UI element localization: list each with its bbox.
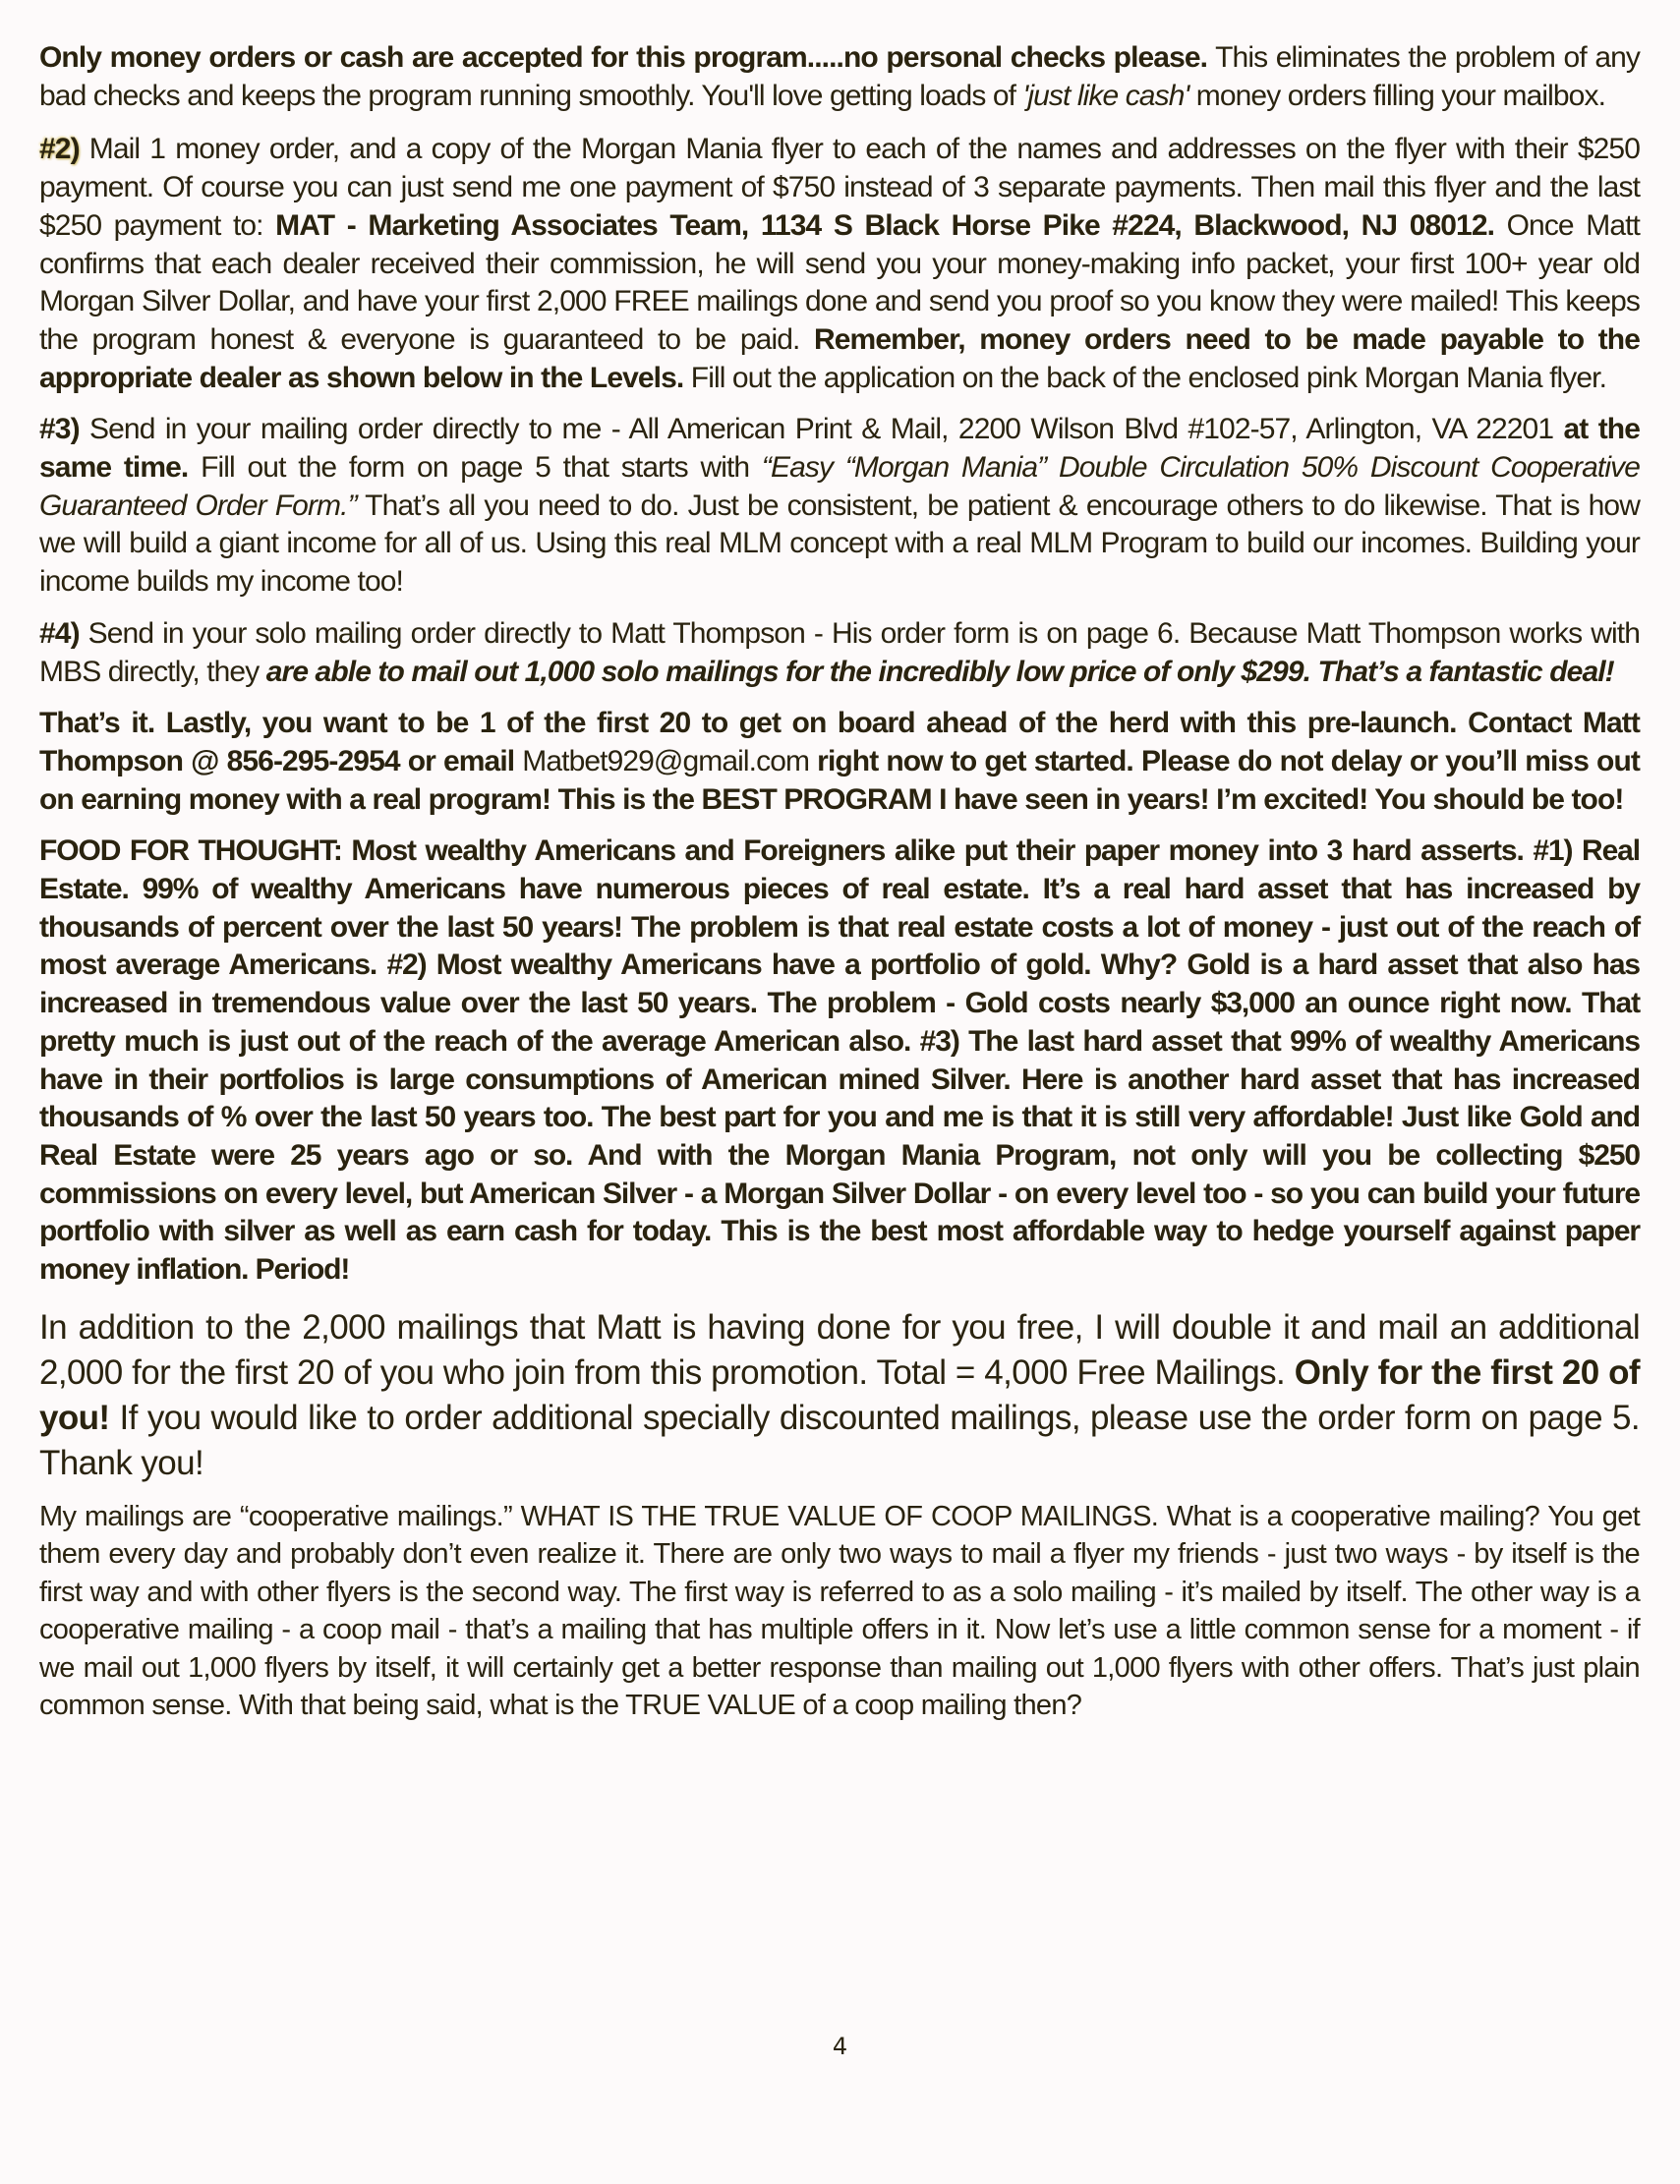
bonus-text: In addition to the 2,000 mailings that Matt is having done for you free, I will double it and mail an additional 2,000 for the first 20 of you who join from this promotion. Total = 4,000 Free Mailings. bbox=[39, 1307, 1640, 1392]
solo-mailing-offer: are able to mail out 1,000 solo mailings for the incredibly low price of only $299. That’s a fantastic deal! bbox=[265, 655, 1614, 688]
paragraph-step-3 bbox=[39, 411, 1640, 602]
page-number: 4 bbox=[832, 2033, 848, 2060]
step-3-label: #3) bbox=[39, 413, 80, 446]
step-2-text: Mail 1 money order, and a copy of the Morgan Mania flyer to each of the names and addresses on the flyer with their $250 payment. Of course you can just send me one payment of $750 instead of 3 separate payments. Then mail this flyer and the last $250 payment to: bbox=[39, 133, 1640, 242]
payment-policy-heading: Only money orders or cash are accepted for this program.....no personal checks please. bbox=[39, 41, 1208, 74]
paragraph-payment-policy bbox=[39, 39, 1640, 115]
paragraph-call-to-action bbox=[39, 705, 1640, 819]
paragraph-food-for-thought bbox=[39, 833, 1640, 1289]
step-2-label: #2) bbox=[39, 133, 80, 166]
mat-address: MAT - Marketing Associates Team, 1134 S Black Horse Pike #224, Blackwood, NJ 08012. bbox=[275, 208, 1495, 242]
document-page bbox=[39, 39, 1640, 1725]
call-to-action-text: That’s it. Lastly, you want to be 1 of the first 20 to get on board ahead of the herd with this pre-launch. Contact Matt Thompson @ 856-295-2954 or email bbox=[39, 707, 1640, 777]
step-2-text-end: Fill out the application on the back of the enclosed pink Morgan Mania flyer. bbox=[683, 361, 1607, 394]
step-4-text: Send in your solo mailing order directly to Matt Thompson - His order form is on page 6. Because Matt Thompson works with MBS directly, they bbox=[39, 616, 1640, 688]
step-2-text-continued: Once Matt confirms that each dealer received their commission, he will send you your money-making info packet, your first 100+ year old Morgan Silver Dollar, and have your first 2,000 FREE mailings done and send you proof so you know they were mailed! This keeps the program honest & everyone is guaranteed to be paid. bbox=[39, 208, 1640, 356]
call-to-action-text-end: right now to get started. Please do not delay or you’ll miss out on earning money with a real program! This is the BEST PROGRAM I have seen in years! I’m excited! You should be too! bbox=[39, 744, 1640, 816]
order-form-title: “Easy “Morgan Mania” Double Circulation 50% Discount Cooperative Guaranteed Order Form.” bbox=[39, 451, 1640, 522]
same-time-emphasis: at the same time. bbox=[39, 413, 1640, 485]
payment-policy-text-end: money orders filling your mailbox. bbox=[1188, 79, 1605, 112]
first-20-emphasis: Only for the first 20 of you! bbox=[39, 1352, 1640, 1437]
bonus-text-end: If you would like to order additional specially discounted mailings, please use the order form on page 5. Thank you! bbox=[39, 1398, 1640, 1482]
step-4-label: #4) bbox=[39, 616, 80, 650]
just-like-cash-phrase: 'just like cash' bbox=[1022, 79, 1189, 112]
paragraph-step-2 bbox=[39, 131, 1640, 397]
money-order-reminder: Remember, money orders need to be made payable to the appropriate dealer as shown below in the Levels. bbox=[39, 322, 1640, 394]
contact-email: Matbet929@gmail.com bbox=[522, 744, 810, 777]
paragraph-step-4 bbox=[39, 615, 1640, 691]
payment-policy-text: This eliminates the problem of any bad checks and keeps the program running smoothly. You'll love getting loads of bbox=[39, 41, 1640, 112]
step-3-text-end: That’s all you need to do. Just be consistent, be patient & encourage others to do likewise. That is how we will build a giant income for all of us. Using this real MLM concept with a real MLM Program to build our incomes. Building your income builds my income too! bbox=[39, 489, 1640, 599]
step-3-text-continued: Fill out the form on page 5 that starts with bbox=[188, 451, 762, 485]
paragraph-coop-mailings bbox=[39, 1498, 1640, 1725]
food-for-thought-text: FOOD FOR THOUGHT: Most wealthy Americans and Foreigners alike put their paper money into 3 hard asserts. #1) Real Estate. 99% of wealthy Americans have numerous pieces of real estate. It’s a real hard asset that has increased by thousands of percent over the last 50 years! The problem is that real estate costs a lot of money - just out of the reach of most average Americans. #2) Most wealthy Americans have a portfolio of gold. Why? Gold is a hard asset that also has increased in tremendous value over the last 50 years. The problem - Gold costs nearly $3,000 an ounce right now. That pretty much is just out of the reach of the average American also. #3) The last hard asset that 99% of wealthy Americans have in their portfolios is large consumptions of American mined Silver. Here is another hard asset that has increased thousands of % over the last 50 years too. The best part for you and me is that it is still very affordable! Just like Gold and Real Estate were 25 years ago or so. And with the Morgan Mania Program, not only will you be collecting $250 commissions on every level, but American Silver - a Morgan Silver Dollar - on every level too - so you can build your future portfolio with silver as well as earn cash for today. This is the best most affordable way to hedge yourself against paper money inflation. Period! bbox=[39, 834, 1640, 1287]
step-3-text: Send in your mailing order directly to me - All American Print & Mail, 2200 Wilson Blvd #102-57, Arlington, VA 22201 bbox=[79, 413, 1564, 446]
paragraph-free-mailings-bonus bbox=[39, 1305, 1640, 1486]
coop-mailings-text: My mailings are “cooperative mailings.” WHAT IS THE TRUE VALUE OF COOP MAILINGS. What is a cooperative mailing? You get them every day and probably don’t even realize it. There are only two ways to mail a flyer my friends - just two ways - by itself is the first way and with other flyers is the second way. The first way is referred to as a solo mailing - it’s mailed by itself. The other way is a cooperative mailing - a coop mail - that’s a mailing that has multiple offers in it. Now let’s use a little common sense for a moment - if we mail out 1,000 flyers by itself, it will certainly get a better response than mailing out 1,000 flyers with other offers. That’s just plain common sense. With that being said, what is the TRUE VALUE of a coop mailing then? bbox=[39, 1500, 1640, 1722]
